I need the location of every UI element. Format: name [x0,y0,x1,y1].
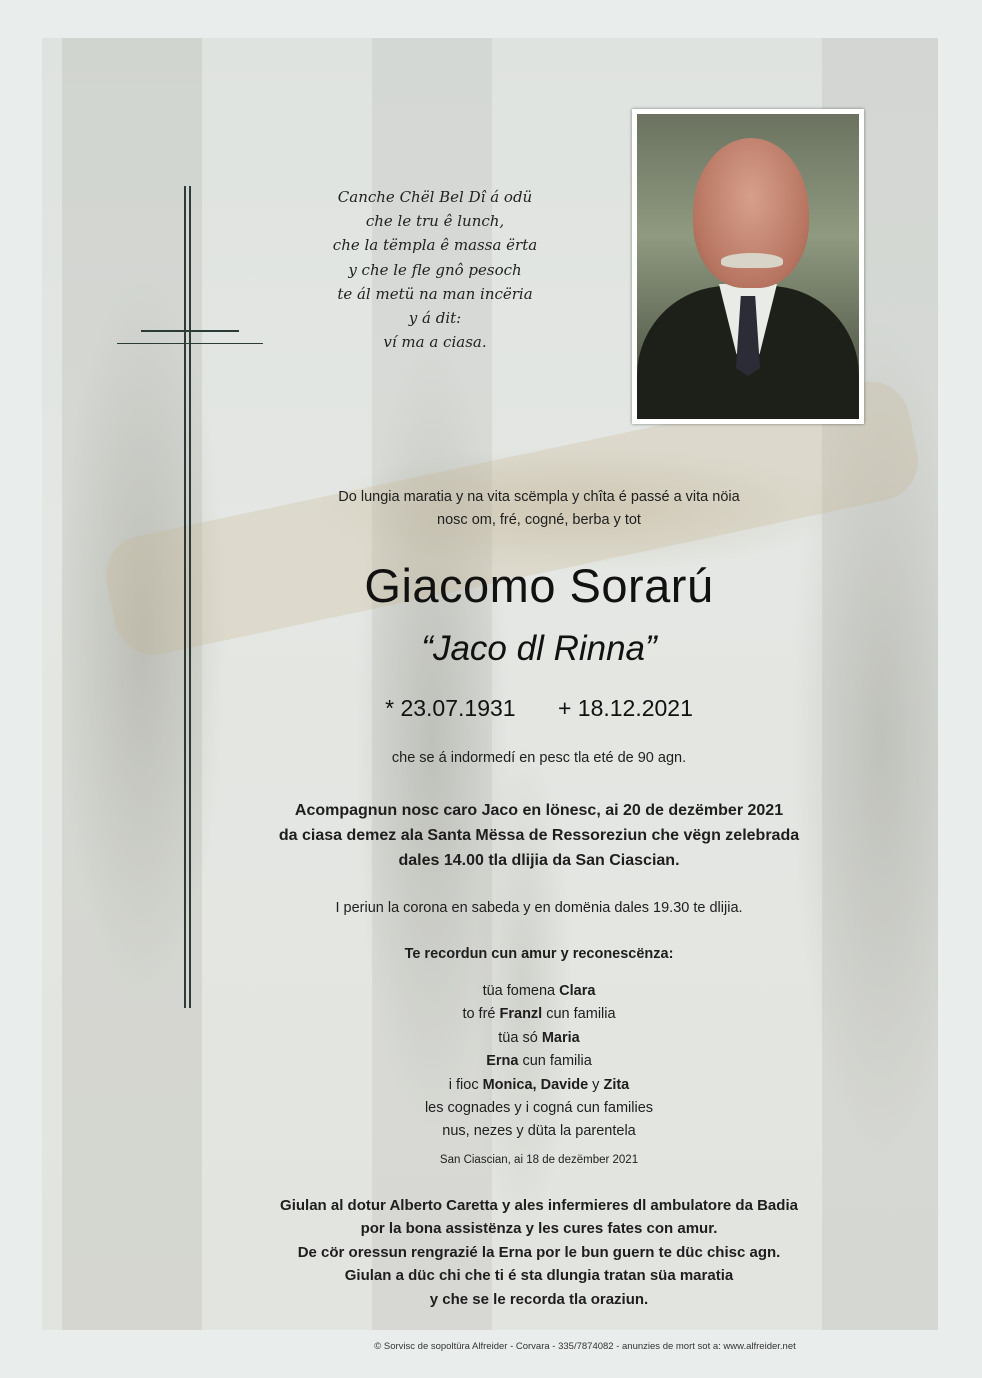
deceased-name: Giacomo Sorarú [364,559,714,612]
intro-line: nosc om, fré, cogné, berba y tot [437,512,641,528]
family-line: i fioc Monica, Davide y Zita [448,1076,630,1093]
poem-line: Canche Chël Bel Dî á odü [337,188,533,206]
family-line: tüa fomena Clara [482,983,596,999]
family-line: les cognades y i cogná cun families [424,1100,654,1117]
deceased-nickname: “Jaco dl Rinna” [421,629,657,668]
thanks-line: Giulan al dotur Alberto Caretta y ales infermieres dl ambulatore da Badia [280,1197,798,1214]
background-tree-trunk [62,38,202,1330]
poem [300,185,570,354]
obituary-sheet [42,38,938,1330]
footer-credit: © Sorvisc de sopoltüra Alfreider - Corvara - 335/7874082 - anunzies de mort sot a: www.alfreider.net [374,1341,796,1352]
poem-line: che la tëmpla ê massa ërta [332,236,538,255]
poem-line: che le tru ê lunch, [365,212,505,231]
cross-icon-bar [117,343,263,344]
thanks-line: Giulan a düc chi che ti é sta dlungia tratan süa maratia [344,1267,734,1285]
rosary-note: I periun la corona en sabeda y en domënia dales 19.30 te dlijia. [335,900,743,916]
family-line: Erna cun familia [486,1053,592,1070]
family-line: to fré Franzl cun familia [462,1006,616,1023]
poem-line: te ál metü na man incëria [337,284,533,303]
donations-request [244,1327,834,1330]
place-and-date: San Ciascian, ai 18 de dezëmber 2021 [439,1154,639,1166]
intro-text [264,486,814,532]
funeral-line: da ciasa demez ala Santa Mëssa de Ressoreziun che vëgn zelebrada [278,827,800,844]
life-dates [264,693,814,723]
cross-icon [184,186,186,1008]
thanks-line: por la bona assistënza y les cures fates con amur. [360,1220,718,1238]
thanks-text [244,1194,834,1311]
intro-line: Do lungia maratia y na vita scëmpla y chîta é passé a vita nöia [338,489,740,505]
thanks-line: y che se le recorda tla oraziun. [429,1290,649,1308]
funeral-line: dales 14.00 tla dlijia da San Ciascian. [398,852,680,869]
poem-line: y á dit: [408,309,462,328]
funeral-line: Acompagnun nosc caro Jaco en lönesc, ai 20 de dezëmber 2021 [294,802,784,819]
cross-icon-bar [141,330,239,332]
cross-icon-line [189,186,191,1008]
family-line: nus, nezes y düta la parentela [442,1123,636,1140]
birth-date: * 23.07.1931 [385,695,516,721]
portrait-mustache [721,253,783,268]
poem-line: y che le fle gnô pesoch [348,260,522,279]
remember-heading: Te recordun cun amur y reconescënza: [404,946,674,962]
family-line: tüa só Maria [498,1029,580,1046]
funeral-announcement [264,798,814,873]
family-list [264,980,814,1144]
poem-line: ví ma a ciasa. [383,333,487,352]
portrait-image [637,114,859,419]
death-date: + 18.12.2021 [557,695,693,721]
thanks-line: De cör oressun rengrazié la Erna por le bun guern te düc chisc agn. [297,1243,781,1261]
age-line: che se á indormedí en pesc tla eté de 90 agn. [391,750,687,766]
portrait-photo [632,109,864,424]
